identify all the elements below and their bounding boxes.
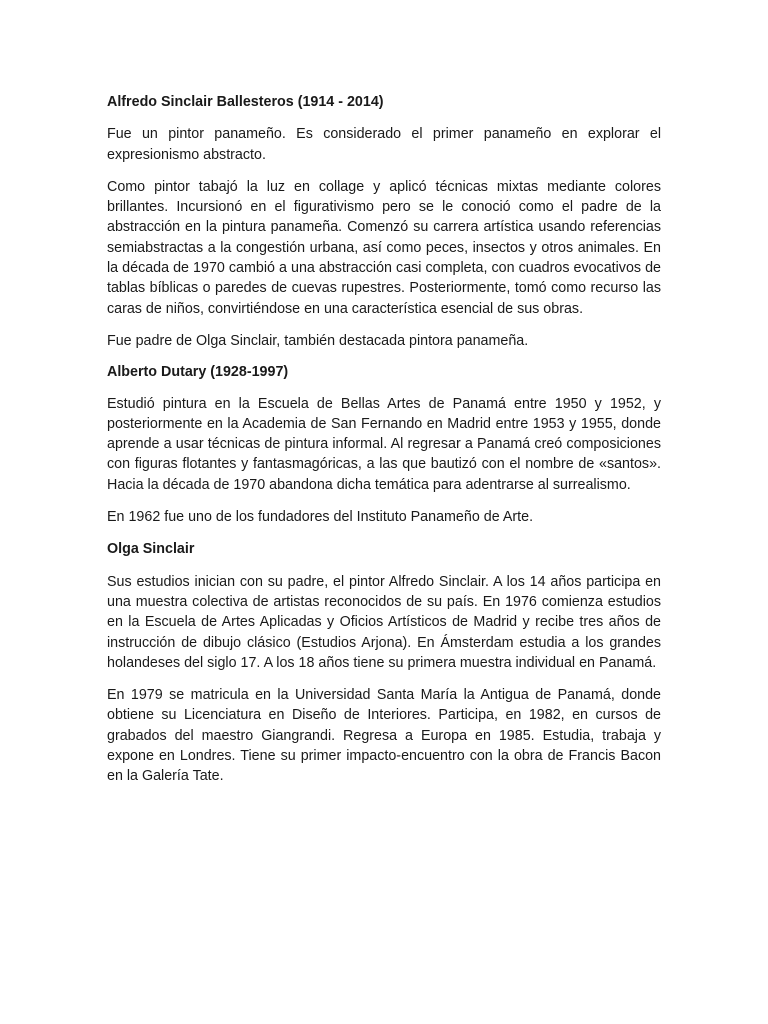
document-page [107, 92, 661, 787]
paragraph: Sus estudios inician con su padre, el pintor Alfredo Sinclair. A los 14 años participa en una muestra colectiva de artistas reconocidos de su país. En 1976 comienza estudios en la Escuela de Artes Aplicadas y Oficios Artísticos de Madrid y recibe tres años de instrucción de dibujo clásico (Estudios Arjona). En Ámsterdam estudia a los grandes holandeses del siglo 17. A los 18 años tiene su primera muestra individual en Panamá. [107, 573, 661, 671]
paragraph: Estudió pintura en la Escuela de Bellas Artes de Panamá entre 1950 y 1952, y posteriormente en la Academia de San Fernando en Madrid entre 1953 y 1955, donde aprende a usar técnicas de pintura informal. Al regresar a Panamá creó composiciones con figuras flotantes y fantasmagóricas, a las que bautizó con el nombre de «santos». Hacia la década de 1970 abandona dicha temática para adentrarse al surrealismo. [107, 395, 661, 493]
paragraph: Como pintor tabajó la luz en collage y aplicó técnicas mixtas mediante colores brillantes. Incursionó en el figurativismo pero se le conoció como el padre de la abstracción en la pintura panameña. Comenzó su carrera artística usando referencias semiabstractas a la congestión urbana, así como peces, insectos y otros animales. En la década de 1970 cambió a una abstracción casi completa, con cuadros evocativos de tablas bíblicas o paredes de cuevas rupestres. Posteriormente, tomó como recurso las caras de niños, convirtiéndose en una característica esencial de sus obras. [107, 178, 661, 317]
section-heading-alfredo-sinclair: Alfredo Sinclair Ballesteros (1914 - 2014) [107, 94, 384, 110]
paragraph: Fue un pintor panameño. Es considerado el primer panameño en explorar el expresionismo abstracto. [107, 126, 661, 163]
paragraph: En 1962 fue uno de los fundadores del Instituto Panameño de Arte. [107, 509, 534, 526]
paragraph: Fue padre de Olga Sinclair, también destacada pintora panameña. [107, 332, 529, 349]
section-heading-alberto-dutary: Alberto Dutary (1928-1997) [107, 364, 289, 381]
section-heading-olga-sinclair: Olga Sinclair [107, 541, 195, 558]
paragraph: En 1979 se matricula en la Universidad Santa María la Antigua de Panamá, donde obtiene su Licenciatura en Diseño de Interiores. Participa, en 1982, en cursos de grabados del maestro Giangrandi. Regresa a Europa en 1985. Estudia, trabaja y expone en Londres. Tiene su primer impacto-encuentro con la obra de Francis Bacon en la Galería Tate. [107, 687, 661, 785]
